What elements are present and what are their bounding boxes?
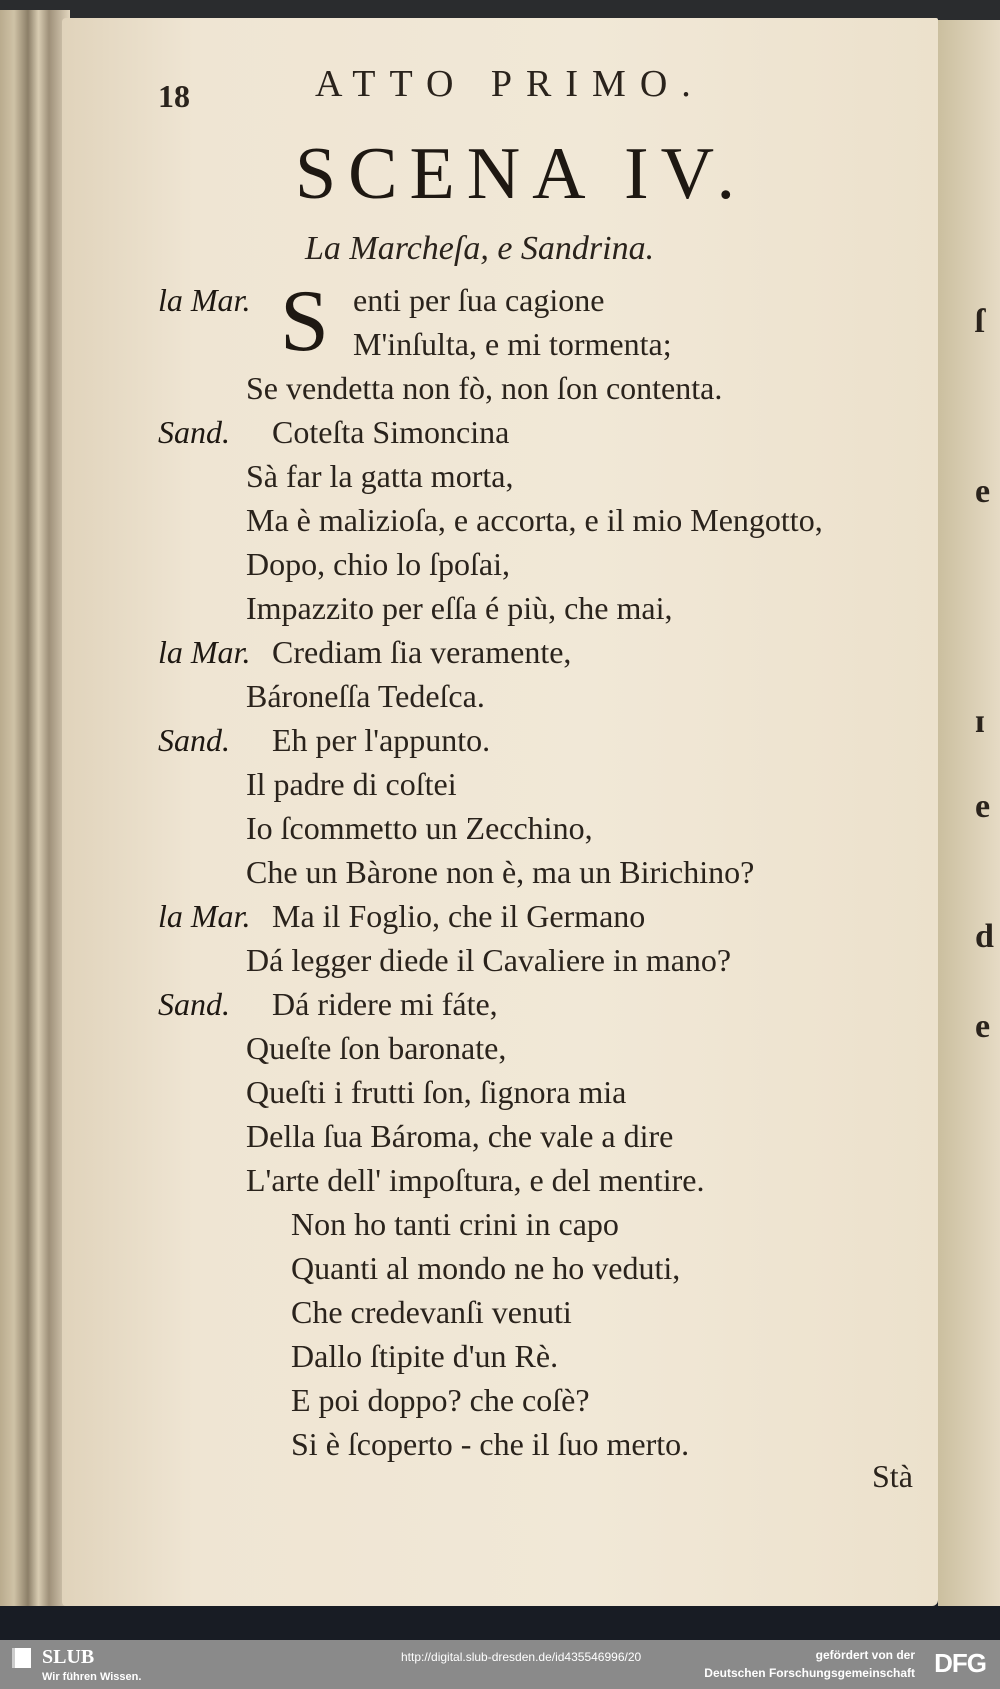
facing-page-glyph: e [975, 788, 991, 825]
speaker-label: Sand. [158, 986, 230, 1022]
verse-line: E poi doppo? che coſè? [291, 1382, 590, 1418]
verse-line: Quanti al mondo ne ho veduti, [291, 1250, 681, 1286]
catchword: Stà [872, 1458, 913, 1494]
verse-line: Della ſua Bároma, che vale a dire [246, 1118, 674, 1154]
dfg-logo: DFG [934, 1648, 986, 1678]
verse-line: Se vendetta non fò, non ſon contenta. [246, 370, 723, 406]
scene-title: SCENA IV. [295, 133, 748, 215]
verse-line: Io ſcommetto un Zecchino, [246, 810, 593, 846]
facing-page-edge [938, 20, 1000, 1606]
verse-line: Dopo, chio lo ſpoſai, [246, 546, 510, 582]
page-number: 18 [158, 78, 190, 114]
verse-line: L'arte dell' impoſtura, e del mentire. [246, 1162, 705, 1198]
speaker-label: Sand. [158, 722, 230, 758]
verse-line: Che un Bàrone non è, ma un Birichino? [246, 854, 755, 890]
verse-line: Che credevanſi venuti [291, 1294, 572, 1330]
slub-logo-name: SLUB [42, 1646, 95, 1668]
slub-logo-icon [12, 1648, 31, 1668]
verse-line: Non ho tanti crini in capo [291, 1206, 619, 1242]
document-url[interactable]: http://digital.slub-dresden.de/id435546996/20 [401, 1650, 642, 1664]
funding-line-1: gefördert von der [815, 1648, 915, 1662]
verse-line: Bároneſſa Tedeſca. [246, 678, 485, 714]
verse-line: Dá ridere mi fáte, [272, 986, 498, 1022]
drop-cap: S [280, 273, 329, 370]
scan-bottom-border [0, 1606, 1000, 1640]
verse-line: enti per ſua cagione [353, 282, 605, 318]
footer-bar [0, 1640, 1000, 1689]
verse-line: Queſti i frutti ſon, ſignora mia [246, 1074, 627, 1110]
speaker-label: la Mar. [158, 898, 251, 934]
verse-line: Si è ſcoperto - che il ſuo merto. [291, 1426, 690, 1462]
verse-line: Dá legger diede il Cavaliere in mano? [246, 942, 732, 978]
speaker-label: la Mar. [158, 634, 251, 670]
verse-line: M'inſulta, e mi tormenta; [353, 326, 672, 362]
verse-line: Eh per l'appunto. [272, 722, 491, 758]
verse-line: Queſte ſon baronate, [246, 1030, 507, 1066]
facing-page-glyph: e [975, 1008, 991, 1045]
speaker-label: Sand. [158, 414, 230, 450]
verse-line: Coteſta Simoncina [272, 414, 510, 450]
verse-line: Crediam ſia veramente, [272, 634, 572, 670]
slub-tagline: Wir führen Wissen. [42, 1671, 142, 1683]
facing-page-glyph: d [975, 918, 994, 955]
verse-line: Impazzito per eſſa é più, che mai, [246, 590, 673, 626]
funding-line-2: Deutschen Forschungsgemeinschaft [704, 1666, 915, 1680]
facing-page-glyph: ɪ [975, 703, 985, 740]
facing-page-glyph: e [975, 473, 991, 510]
verse-line: Ma è malizioſa, e accorta, e il mio Mengotto, [246, 502, 823, 538]
speaker-label: la Mar. [158, 282, 251, 318]
facing-page-glyph: ſ [975, 303, 985, 340]
verse-line: Il padre di coſtei [246, 766, 457, 802]
running-title: ATTO PRIMO. [315, 63, 705, 105]
verse-line: Dallo ſtipite d'un Rè. [291, 1338, 559, 1374]
page-stack-edge [0, 10, 70, 1606]
verse-line: Ma il Foglio, che il Germano [272, 898, 646, 934]
verse-line: Sà far la gatta morta, [246, 458, 514, 494]
character-list: La Marcheſa, e Sandrina. [305, 230, 655, 267]
